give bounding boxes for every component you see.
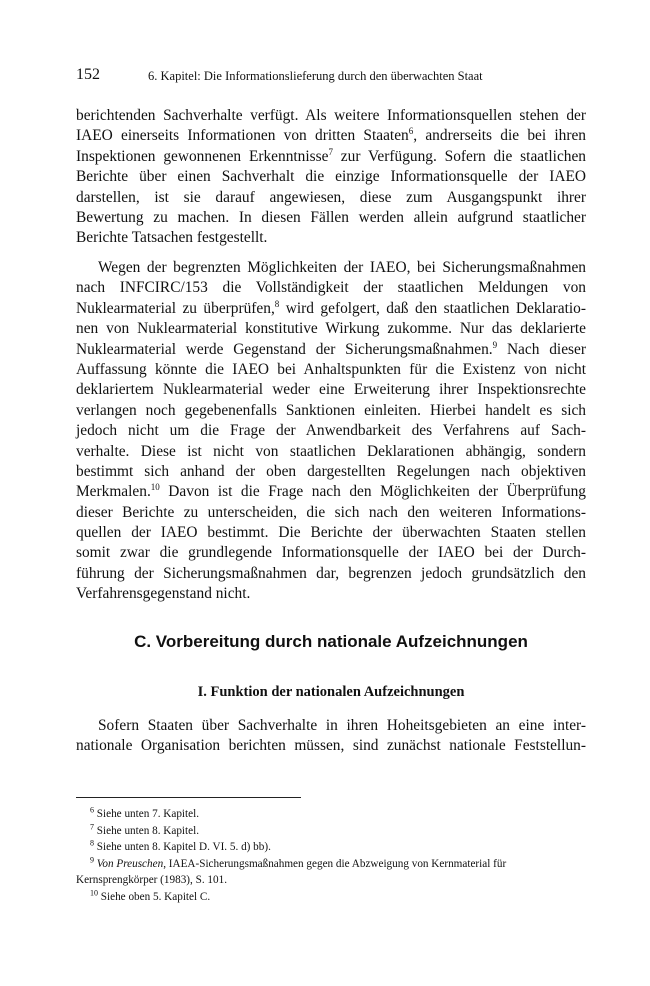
footnote-ref[interactable]: 9 [492,339,498,350]
text-line: somit zwar die grundlegende Informationsquelle der IAEO bei der Durch- [76,544,586,562]
page-number: 152 [76,66,100,83]
text-line: Merkmalen.$^{10}$ Davon ist die Frage nach den Möglichkeiten der Überprüfung [76,482,586,501]
text-line: Wegen der begrenzten Möglichkeiten der IAEO, bei Sicherungsmaßnahmen [98,259,586,276]
footnote-separator [76,797,301,798]
footnote-number: 10 [90,888,98,898]
text-line: nach INFCIRC/153 die Vollständigkeit der staatlichen Meldungen von [76,279,586,297]
footnote-number: 9 [90,855,94,865]
text-line: Auffassung könnte die IAEO bei Anhaltspunkten für die Existenz von nicht [76,360,586,378]
text-line: Inspektionen gewonnenen Erkenntnisse$^7$ zur Verfügung. Sofern die staatlichen [76,146,586,165]
paragraph-2 [76,258,586,605]
footnote: $^7$ Siehe unten 8. Kapitel. [90,821,200,837]
text-line: berichtenden Sachverhalte verfügt. Als weitere Informationsquellen stehen der [76,107,586,124]
footnote-ref[interactable]: 6 [408,126,414,137]
footnote: $^6$ Siehe unten 7. Kapitel. [90,805,200,820]
subsection-heading: I. Funktion der nationalen Aufzeichnungen [197,684,465,700]
footnote: $^{10}$ Siehe oben 5. Kapitel C. [90,888,211,903]
paragraph-3 [76,716,586,757]
text-line: deklariertem Nuklearmaterial weder eine Erweiterung ihrer Inspektionsrechte [76,381,586,399]
footnote: $^9$ Von Preuschen, IAEA-Sicherungsmaßnahmen gegen die Abzweigung von Kernmaterial für [90,855,507,870]
footnote-ref[interactable]: 10 [150,482,160,493]
footnote-ref[interactable]: 8 [274,298,280,309]
footnote-author: Von Preuschen [96,857,164,870]
footnote-number: 8 [90,838,94,848]
running-head: 6. Kapitel: Die Informationslieferung durch den überwachten Staat [148,69,483,83]
text-line: dieser Berichte zu unterscheiden, die sich nach den weiteren Informations- [76,503,586,521]
text-line: bestimmt sich anhand der oben dargestellten Regelungen nach objektiven [76,462,586,480]
paragraph-1 [76,106,586,249]
text-line: Sofern Staaten über Sachverhalte in ihren Hoheitsgebieten an eine inter- [98,717,586,734]
text-line: Bewertung zu machen. In diesen Fällen werden allein aufgrund staatlicher [76,208,586,226]
text-line: quellen der IAEO bestimmt. Die Berichte der überwachten Staaten stellen [76,524,586,542]
footnote-ref[interactable]: 7 [328,146,333,157]
text-line: Nuklearmaterial zu überprüfen,$^8$ wird gefolgert, daß den staatlichen Deklaratio- [76,298,586,317]
text-line: Berichte über einen Sachverhalt die einzige Informationsquelle der IAEO [76,168,586,186]
footnote-continuation: Kernsprengkörper (1983), S. 101. [76,874,227,887]
text-line: verhalte. Diese ist nicht von staatlichen Deklarationen abhängig, sondern [76,442,586,460]
footnote: $^8$ Siehe unten 8. Kapitel D. VI. 5. d) bb). [90,838,271,854]
text-line: verlangen noch gegebenenfalls Sanktionen einleiten. Hierbei handelt es sich [76,401,586,419]
text-line: nen von Nuklearmaterial konstitutive Wirkung zukomme. Nur das deklarierte [76,320,586,338]
text-line: IAEO einerseits Informationen von dritten Staaten$^6$, andrerseits die bei ihren [76,126,586,145]
section-heading: C. Vorbereitung durch nationale Aufzeichnungen [134,632,528,651]
text-line: Berichte Tatsachen festgestellt. [76,229,268,247]
footnote-number: 6 [90,805,94,815]
footnotes [76,806,586,906]
text-line: führung der Sicherungsmaßnahmen dar, begrenzen jedoch grundsätzlich den [76,564,586,582]
text-line: Nuklearmaterial werde Gegenstand der Sicherungsmaßnahmen.$^9$ Nach dieser [76,339,586,358]
footnote-number: 7 [90,821,94,831]
text-line: darstellen, ist sie darauf angewiesen, diese zum Ausgangspunkt ihrer [76,188,586,206]
text-line: nationale Organisation berichten müssen, sind zunächst nationale Feststellun- [76,737,586,755]
text-line: jedoch nicht um die Frage der Anwendbarkeit des Verfahrens auf Sach- [76,422,586,440]
page-header [76,66,586,86]
text-line: Verfahrensgegenstand nicht. [76,585,251,603]
